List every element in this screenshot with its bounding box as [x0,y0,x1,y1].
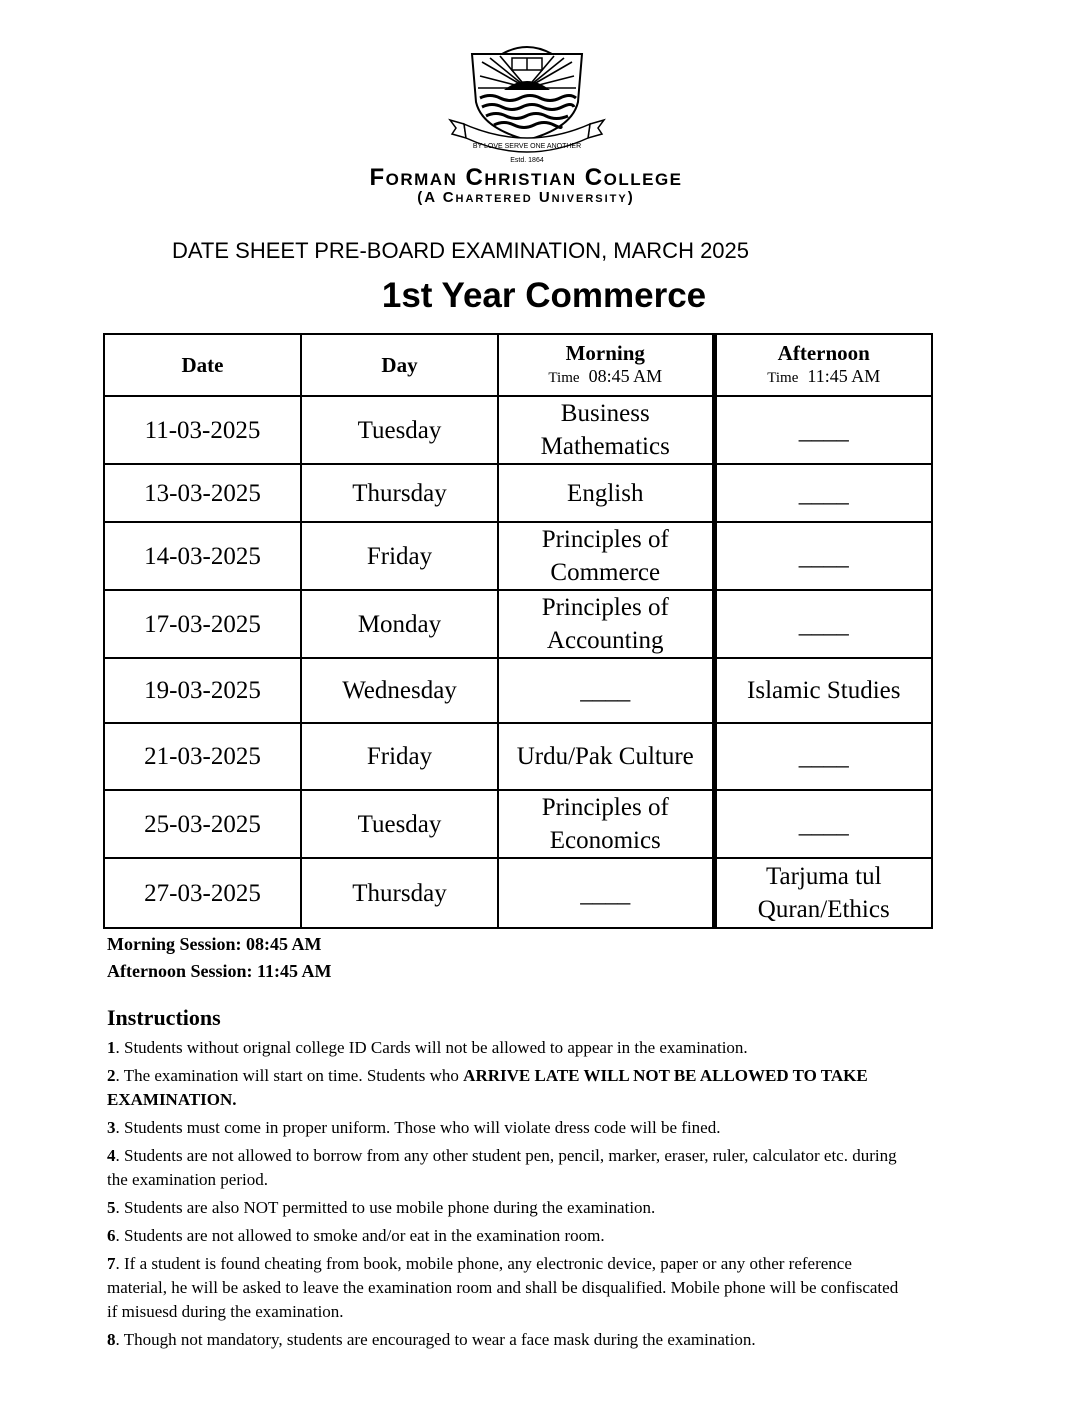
header-day: Day [301,334,498,396]
header-morning-time-line [501,365,710,389]
instruction-item [107,1196,907,1220]
cell-morning: Principles of Economics [498,790,714,858]
table-row [104,658,932,723]
instruction-item [107,1328,907,1352]
instruction-item [107,1224,907,1248]
instruction-text: . Students are also NOT permitted to use mobile phone during the examination. [115,1198,656,1217]
table-row [104,858,932,928]
cell-morning: Urdu/Pak Culture [498,723,714,790]
cell-morning: ____ [498,658,714,723]
instructions-title: Instructions [107,1005,221,1030]
instruction-text: . Students are not allowed to smoke and/or eat in the examination room. [115,1226,605,1245]
table-row [104,522,932,590]
header-morning-time-label: Time [548,370,580,386]
cell-afternoon: ____ [714,723,932,790]
instruction-number: 4 [107,1146,116,1165]
table-row [104,590,932,658]
cell-day: Monday [301,590,498,658]
afternoon-session-time: Afternoon Session: 11:45 AM [107,961,332,981]
cell-day: Thursday [301,858,498,928]
cell-day: Thursday [301,464,498,522]
instruction-text: . If a student is found cheating from book, mobile phone, any electronic device, paper or any other reference material, he will be asked to leave the examination room and shall be disqualified. Mobile phone will be confiscated if misuesd during the examination. [107,1254,899,1321]
college-subtitle: (A Chartered University) [417,189,635,206]
cell-afternoon: ____ [714,790,932,858]
cell-date: 27-03-2025 [104,858,301,928]
cell-date: 11-03-2025 [104,396,301,464]
instruction-number: 6 [107,1226,116,1245]
table-row [104,723,932,790]
crest-estd: Estd. 1864 [510,157,544,164]
instruction-number: 7 [107,1254,116,1273]
header-afternoon-label: Afternoon [777,341,870,365]
instruction-text: . Though not mandatory, students are encouraged to wear a face mask during the examination. [115,1330,756,1349]
header-afternoon-time-label: Time [767,370,799,386]
instruction-item [107,1116,907,1140]
cell-afternoon: ____ [714,590,932,658]
header-date: Date [104,334,301,396]
cell-date: 13-03-2025 [104,464,301,522]
cell-afternoon: ____ [714,464,932,522]
instruction-bold-text: ARRIVE LATE WILL NOT BE ALLOWED TO TAKE EXAMINATION. [107,1066,868,1109]
table-row [104,790,932,858]
header-morning [498,334,714,396]
cell-morning: ____ [498,858,714,928]
instruction-item [107,1036,907,1060]
college-crest-logo [442,40,612,168]
cell-day: Friday [301,522,498,590]
instruction-item [107,1252,907,1324]
cell-afternoon: Islamic Studies [714,658,932,723]
cell-morning: Principles of Commerce [498,522,714,590]
instruction-number: 5 [107,1198,116,1217]
header-afternoon [714,334,932,396]
instruction-number: 8 [107,1330,116,1349]
cell-afternoon: ____ [714,522,932,590]
cell-day: Wednesday [301,658,498,723]
cell-morning: English [498,464,714,522]
cell-day: Tuesday [301,790,498,858]
table-row [104,464,932,522]
table-row [104,396,932,464]
cell-date: 19-03-2025 [104,658,301,723]
class-title: 1st Year Commerce [381,276,707,315]
instruction-text: . Students must come in proper uniform. Those who will violate dress code will be fined. [115,1118,721,1137]
instruction-number: 1 [107,1038,116,1057]
instruction-number: 3 [107,1118,116,1137]
header-afternoon-time: 11:45 AM [807,366,881,386]
cell-morning: Business Mathematics [498,396,714,464]
cell-date: 21-03-2025 [104,723,301,790]
instruction-item [107,1144,907,1192]
header-morning-label: Morning [565,341,645,365]
cell-date: 17-03-2025 [104,590,301,658]
cell-morning: Principles of Accounting [498,590,714,658]
cell-afternoon: ____ [714,396,932,464]
cell-date: 14-03-2025 [104,522,301,590]
instruction-text: . The examination will start on time. Students who [115,1066,464,1085]
instruction-text: . Students are not allowed to borrow from any other student pen, pencil, marker, eraser, ruler, calculator etc. during the examination period. [107,1146,897,1189]
instruction-text: . Students without orignal college ID Cards will not be allowed to appear in the examination. [115,1038,748,1057]
cell-afternoon: Tarjuma tul Quran/Ethics [714,858,932,928]
cell-day: Tuesday [301,396,498,464]
header-morning-time: 08:45 AM [588,366,663,386]
crest-motto: BY LOVE SERVE ONE ANOTHER [472,143,582,150]
cell-day: Friday [301,723,498,790]
instruction-item [107,1064,907,1112]
exam-schedule-table [103,333,933,929]
table-header-row [104,334,932,396]
college-name: Forman Christian College [369,164,683,191]
date-sheet-title: DATE SHEET PRE-BOARD EXAMINATION, MARCH 2025 [172,238,750,263]
instructions-list [107,1036,907,1356]
morning-session-time: Morning Session: 08:45 AM [107,934,322,954]
header-afternoon-time-line [719,365,930,389]
instruction-number: 2 [107,1066,116,1085]
session-times [107,931,332,985]
cell-date: 25-03-2025 [104,790,301,858]
